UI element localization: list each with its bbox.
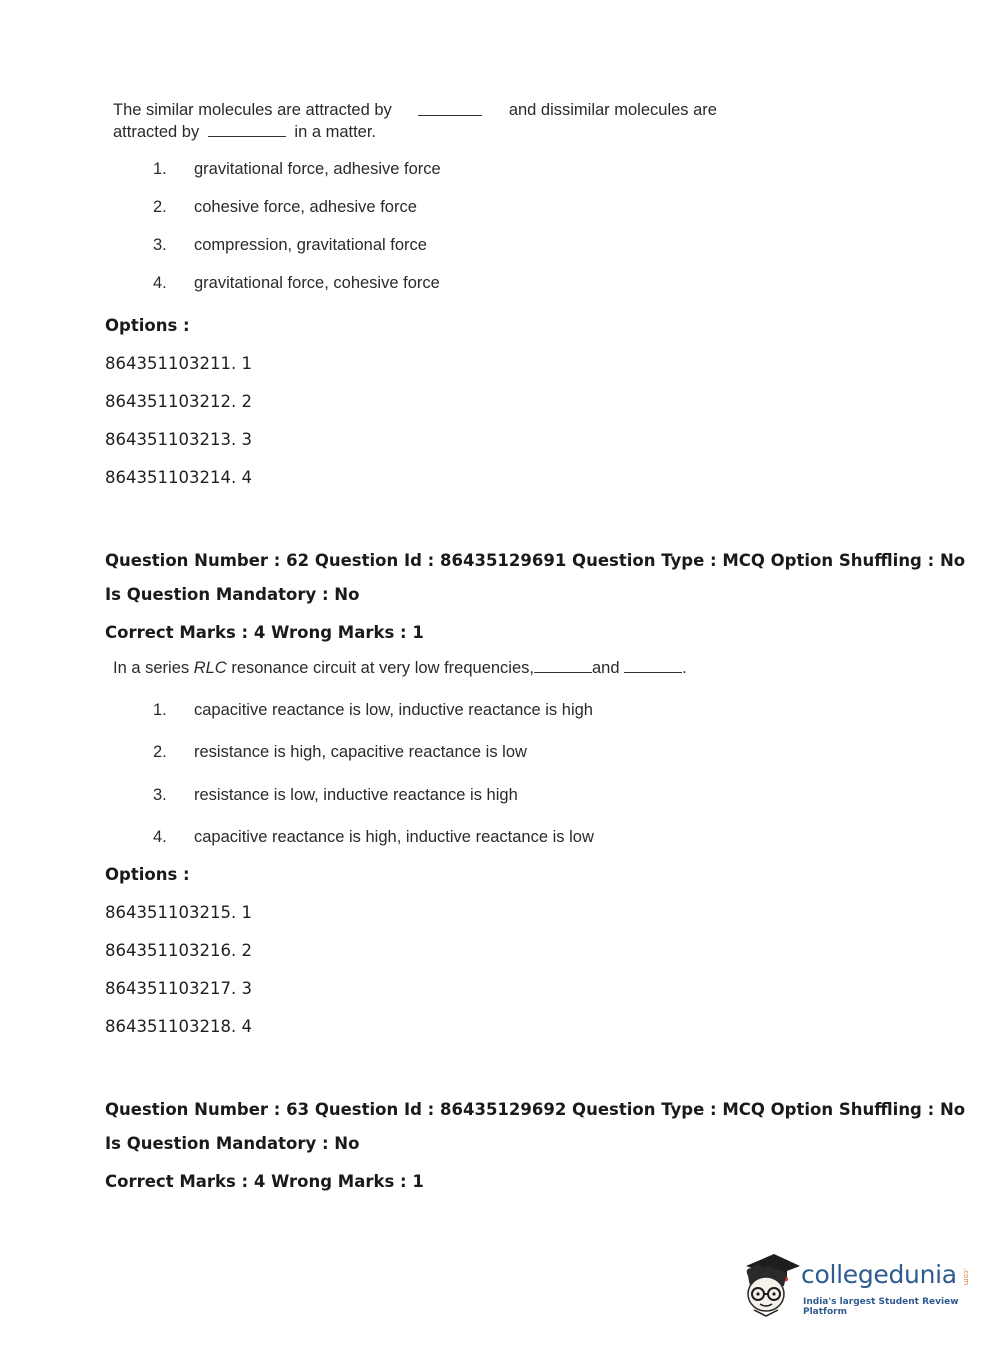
q62-option-3: 864351103217. 3 [105, 979, 252, 998]
q62-choice-2-text: resistance is high, capacitive reactance is low [194, 743, 527, 761]
q61-option-1: 864351103211. 1 [105, 354, 252, 373]
q61-choice-2-num: 2. [153, 198, 167, 216]
q61-choice-1-text: gravitational force, adhesive force [194, 160, 441, 178]
q62-stem-b: resonance circuit at very low frequencies, [231, 659, 534, 677]
q62-blank-1 [534, 658, 592, 673]
q62-choice-1-num: 1. [153, 701, 167, 719]
q62-choice-1-text: capacitive reactance is low, inductive reactance is high [194, 701, 593, 719]
q61-choice-4-num: 4. [153, 274, 167, 292]
q62-option-1: 864351103215. 1 [105, 903, 252, 922]
q61-stem-line1-a: The similar molecules are attracted by [113, 101, 392, 119]
q61-option-2: 864351103212. 2 [105, 392, 252, 411]
logo-tagline: India's largest Student Review Platform [803, 1297, 959, 1317]
q62-choice-4-text: capacitive reactance is high, inductive reactance is low [194, 828, 594, 846]
logo-com: .com [962, 1268, 970, 1286]
q61-choice-4-text: gravitational force, cohesive force [194, 274, 440, 292]
collegedunia-logo [740, 1246, 970, 1321]
q62-options-label: Options : [105, 865, 190, 884]
q62-stem-rlc: RLC [193, 659, 227, 677]
q61-option-3: 864351103213. 3 [105, 430, 252, 449]
q61-choice-1-num: 1. [153, 160, 167, 178]
q61-choice-3-num: 3. [153, 236, 167, 254]
q62-stem-a: In a series [113, 659, 190, 677]
q61-option-4: 864351103214. 4 [105, 468, 252, 487]
q62-choice-3-text: resistance is low, inductive reactance is high [194, 786, 518, 804]
q63-mandatory: Is Question Mandatory : No [105, 1134, 360, 1153]
q62-option-2: 864351103216. 2 [105, 941, 252, 960]
q61-stem-line1-b: and dissimilar molecules are [508, 101, 717, 119]
q61-options-label: Options : [105, 316, 190, 335]
logo-wordmark: collegedunia [801, 1260, 957, 1289]
q62-mandatory: Is Question Mandatory : No [105, 585, 360, 604]
q61-stem-line2-b: in a matter. [294, 123, 377, 141]
q62-choice-4-num: 4. [153, 828, 167, 846]
q61-stem-line2-a: attracted by [113, 123, 200, 141]
q63-header: Question Number : 63 Question Id : 86435129692 Question Type : MCQ Option Shuffling : No [105, 1100, 966, 1119]
q61-stem-line2 [113, 122, 376, 142]
q62-marks: Correct Marks : 4 Wrong Marks : 1 [105, 623, 424, 642]
q61-choice-3-text: compression, gravitational force [194, 236, 427, 254]
q63-marks: Correct Marks : 4 Wrong Marks : 1 [105, 1172, 424, 1191]
q62-choice-2-num: 2. [153, 743, 167, 761]
q61-choice-2-text: cohesive force, adhesive force [194, 198, 417, 216]
q62-option-4: 864351103218. 4 [105, 1017, 252, 1036]
q62-blank-2 [624, 658, 682, 673]
q61-stem-line1 [113, 101, 717, 120]
q62-stem [113, 658, 687, 678]
q62-stem-and: and [591, 659, 620, 677]
q61-blank-1 [418, 101, 482, 116]
q62-stem-end: . [682, 659, 687, 677]
q62-choice-3-num: 3. [153, 786, 167, 804]
q61-blank-2 [208, 122, 286, 137]
q62-header: Question Number : 62 Question Id : 86435129691 Question Type : MCQ Option Shuffling : No [105, 551, 966, 570]
mascot-icon [740, 1246, 802, 1318]
